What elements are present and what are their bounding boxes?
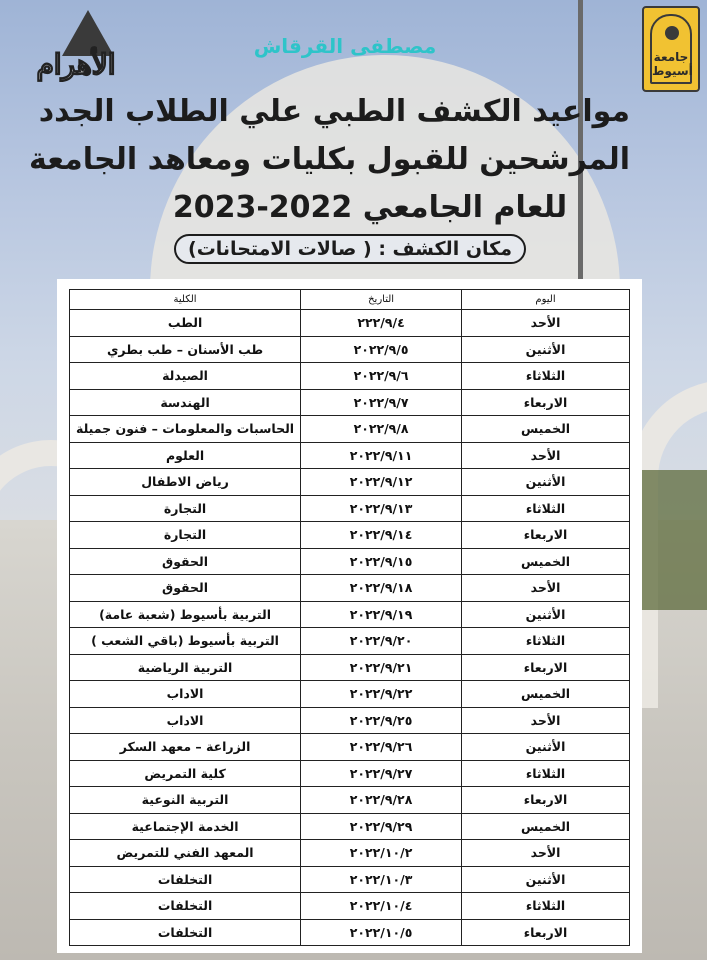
cell-faculty: الزراعة – معهد السكر [70,734,301,761]
cell-date: ٢٠٢٢/١٠/٥ [301,919,462,946]
cell-faculty: الخدمة الإجتماعية [70,813,301,840]
cell-faculty: الحاسبات والمعلومات – فنون جميلة [70,416,301,443]
table-row [70,442,630,469]
university-emblem [650,14,692,84]
table-row [70,813,630,840]
cell-day: الثلاثاء [462,760,630,787]
cell-faculty: طب الأسنان – طب بطري [70,336,301,363]
schedule-sheet [57,279,642,953]
column-header-date: التاريخ [301,290,462,310]
cell-faculty: رياض الاطفال [70,469,301,496]
cell-faculty: التخلفات [70,919,301,946]
cell-date: ٢٠٢٢/٩/٢٢ [301,681,462,708]
table-row [70,469,630,496]
cell-faculty: التربية النوعية [70,787,301,814]
cell-day: الاربعاء [462,654,630,681]
cell-date: ٢٠٢٢/٩/٢٦ [301,734,462,761]
cell-day: الأثنين [462,866,630,893]
cell-day: الخميس [462,681,630,708]
cell-faculty: المعهد الفني للتمريض [70,840,301,867]
cell-day: الخميس [462,813,630,840]
table-row [70,336,630,363]
cell-faculty: كلية التمريض [70,760,301,787]
cell-day: الاربعاء [462,919,630,946]
cell-date: ٢٠٢٢/٩/١٨ [301,575,462,602]
university-logo-text: جامعة أسيوط [652,50,693,78]
table-row [70,893,630,920]
cell-faculty: التجارة [70,495,301,522]
cell-day: الاربعاء [462,522,630,549]
table-row [70,707,630,734]
cell-faculty: الطب [70,310,301,337]
table-row [70,787,630,814]
cell-day: الأحد [462,442,630,469]
cell-day: الخميس [462,416,630,443]
column-header-day: اليوم [462,290,630,310]
column-header-faculty: الكلية [70,290,301,310]
title-line: للعام الجامعي 2022-2023 [172,190,568,225]
title-line: المرشحين للقبول بكليات ومعاهد الجامعة [29,142,630,177]
cell-faculty: التربية الرياضية [70,654,301,681]
cell-faculty: الهندسة [70,389,301,416]
cell-faculty: الاداب [70,681,301,708]
cell-day: الاربعاء [462,389,630,416]
cell-date: ٢٠٢٢/٩/٢٠ [301,628,462,655]
table-row [70,416,630,443]
university-logo [642,6,700,92]
cell-day: الثلاثاء [462,628,630,655]
cell-day: الأحد [462,707,630,734]
table-row [70,522,630,549]
cell-date: ٢٢٢/٩/٤ [301,310,462,337]
cell-day: الأحد [462,840,630,867]
cell-date: ٢٠٢٢/٩/٧ [301,389,462,416]
table-row [70,840,630,867]
table-row [70,363,630,390]
exam-location: مكان الكشف : ( صالات الامتحانات) [174,234,526,264]
cell-date: ٢٠٢٢/١٠/٣ [301,866,462,893]
schedule-table [69,289,630,946]
cell-date: ٢٠٢٢/٩/١٣ [301,495,462,522]
table-row [70,866,630,893]
cell-date: ٢٠٢٢/٩/٢٥ [301,707,462,734]
cell-date: ٢٠٢٢/٩/٥ [301,336,462,363]
cell-date: ٢٠٢٢/٩/١٥ [301,548,462,575]
cell-day: الاربعاء [462,787,630,814]
cell-date: ٢٠٢٢/٩/١٩ [301,601,462,628]
author-credit: مصطفى القرقاش [253,34,437,58]
page-title [29,88,630,232]
cell-faculty: الصيدلة [70,363,301,390]
cell-date: ٢٠٢٢/٩/٨ [301,416,462,443]
cell-day: الثلاثاء [462,495,630,522]
cell-faculty: التجارة [70,522,301,549]
cell-date: ٢٠٢٢/٩/٦ [301,363,462,390]
table-row [70,548,630,575]
cell-day: الثلاثاء [462,893,630,920]
cell-date: ٢٠٢٢/١٠/٢ [301,840,462,867]
cell-faculty: الحقوق [70,548,301,575]
cell-faculty: التخلفات [70,866,301,893]
cell-date: ٢٠٢٢/٩/١٢ [301,469,462,496]
cell-day: الثلاثاء [462,363,630,390]
cell-faculty: التخلفات [70,893,301,920]
table-row [70,575,630,602]
cell-date: ٢٠٢٢/٩/١١ [301,442,462,469]
cell-date: ٢٠٢٢/٩/٢٩ [301,813,462,840]
trees [640,470,707,610]
table-row [70,495,630,522]
cell-date: ٢٠٢٢/٩/٢٨ [301,787,462,814]
title-line: مواعيد الكشف الطبي علي الطلاب الجدد [38,94,630,129]
cell-date: ٢٠٢٢/١٠/٤ [301,893,462,920]
cell-day: الأثنين [462,336,630,363]
cell-faculty: الاداب [70,707,301,734]
cell-faculty: التربية بأسيوط (باقي الشعب ) [70,628,301,655]
ahram-logo [14,10,138,82]
cell-day: الأثنين [462,734,630,761]
cell-date: ٢٠٢٢/٩/١٤ [301,522,462,549]
cell-day: الأحد [462,575,630,602]
cell-day: الأحد [462,310,630,337]
cell-faculty: العلوم [70,442,301,469]
cell-day: الأثنين [462,601,630,628]
sun-icon [665,26,679,40]
table-row [70,654,630,681]
cell-faculty: الحقوق [70,575,301,602]
table-row [70,628,630,655]
table-row [70,681,630,708]
cell-date: ٢٠٢٢/٩/٢٧ [301,760,462,787]
table-row [70,734,630,761]
cell-faculty: التربية بأسيوط (شعبة عامة) [70,601,301,628]
cell-day: الخميس [462,548,630,575]
table-row [70,389,630,416]
cell-day: الأثنين [462,469,630,496]
table-row [70,919,630,946]
table-header-row [70,290,630,310]
table-row [70,760,630,787]
table-row [70,601,630,628]
cell-date: ٢٠٢٢/٩/٢١ [301,654,462,681]
table-row [70,310,630,337]
ahram-logo-text: الأهرام [36,48,116,81]
